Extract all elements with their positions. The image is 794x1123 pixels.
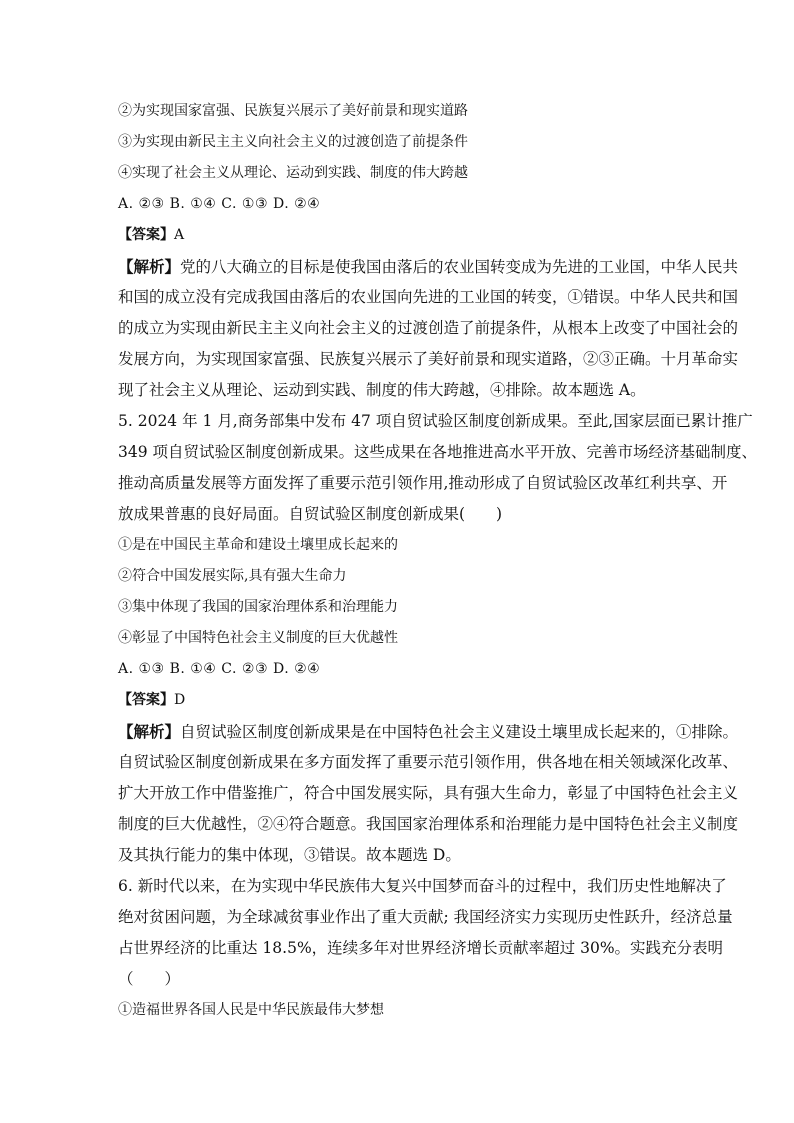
analysis-line: 【解析】自贸试验区制度创新成果是在中国特色社会主义建设土壤里成长起来的，①排除。 — [118, 722, 739, 741]
question-stem-line: 推动高质量发展等方面发挥了重要示范引领作用,推动形成了自贸试验区改革红利共享、开 — [118, 474, 728, 492]
question-4-continued — [118, 96, 744, 406]
option-2: ②为实现国家富强、民族复兴展示了美好前景和现实道路 — [118, 103, 468, 119]
analysis-line: 发展方向，为实现国家富强、民族复兴展示了美好前景和现实道路，②③正确。十月革命实 — [118, 350, 739, 368]
analysis-line: 制度的巨大优越性，②④符合题意。我国国家治理体系和治理能力是中国特色社会主义制度 — [118, 815, 739, 833]
answer-row — [118, 220, 744, 251]
option-3: ③为实现由新民主主义向社会主义的过渡创造了前提条件 — [118, 134, 468, 150]
option-1: ①是在中国民主革命和建设土壤里成长起来的 — [118, 537, 398, 553]
question-5 — [118, 406, 758, 871]
question-stem-line: 放成果普惠的良好局面。自贸试验区制度创新成果( ) — [118, 505, 503, 523]
analysis-line: 和国的成立没有完成我国由落后的农业国向先进的工业国的转变，①错误。中华人民共和国 — [118, 288, 739, 306]
option-4: ④彰显了中国特色社会主义制度的巨大优越性 — [118, 630, 398, 646]
analysis-line: 现了社会主义从理论、运动到实践、制度的伟大跨越，④排除。故本题选 A。 — [118, 381, 646, 399]
option-4: ④实现了社会主义从理论、运动到实践、制度的伟大跨越 — [118, 165, 468, 181]
answer-choices: A. ①③ B. ①④ C. ②③ D. ②④ — [118, 661, 321, 677]
answer-label: 【答案】 — [118, 692, 174, 708]
analysis-line: 自贸试验区制度创新成果在多方面发挥了重要示范引领作用，供各地在相关领域深化改革、 — [118, 753, 739, 771]
question-stem-line: 349 项自贸试验区制度创新成果。这些成果在各地推进高水平开放、完善市场经济基础制度、 — [118, 443, 758, 461]
question-stem-line: 5. 2024 年 1 月,商务部集中发布 47 项自贸试验区制度创新成果。至此,国家层面已累计推广 — [118, 412, 753, 430]
option-2: ②符合中国发展实际,具有强大生命力 — [118, 568, 347, 584]
answer-choices: A. ②③ B. ①④ C. ①③ D. ②④ — [118, 196, 321, 212]
answer-value: A — [174, 227, 185, 243]
option-3: ③集中体现了我国的国家治理体系和治理能力 — [118, 599, 398, 615]
question-stem-line: （ ） — [118, 970, 181, 988]
question-6 — [118, 871, 744, 1026]
analysis-label: 【解析】 — [118, 257, 181, 276]
analysis-line: 【解析】党的八大确立的目标是使我国由落后的农业国转变成为先进的工业国，中华人民共 — [118, 257, 739, 276]
analysis-line: 的成立为实现由新民主主义向社会主义的过渡创造了前提条件，从根本上改变了中国社会的 — [118, 319, 739, 337]
question-stem-line: 占世界经济的比重达 18.5%，连续多年对世界经济增长贡献率超过 30%。实践充分表明 — [118, 939, 724, 957]
analysis-label: 【解析】 — [118, 722, 181, 741]
question-stem-line: 绝对贫困问题，为全球减贫事业作出了重大贡献; 我国经济实力实现历史性跃升，经济总量 — [118, 908, 733, 926]
answer-row — [118, 685, 744, 716]
answer-value: D — [174, 692, 186, 708]
question-stem-line: 6. 新时代以来，在为实现中华民族伟大复兴中国梦而奋斗的过程中，我们历史性地解决了 — [118, 877, 727, 895]
option-1: ①造福世界各国人民是中华民族最伟大梦想 — [118, 1002, 384, 1018]
analysis-line: 扩大开放工作中借鉴推广，符合中国发展实际，具有强大生命力，彰显了中国特色社会主义 — [118, 784, 739, 802]
answer-label: 【答案】 — [118, 227, 174, 243]
analysis-line: 及其执行能力的集中体现，③错误。故本题选 D。 — [118, 846, 461, 864]
